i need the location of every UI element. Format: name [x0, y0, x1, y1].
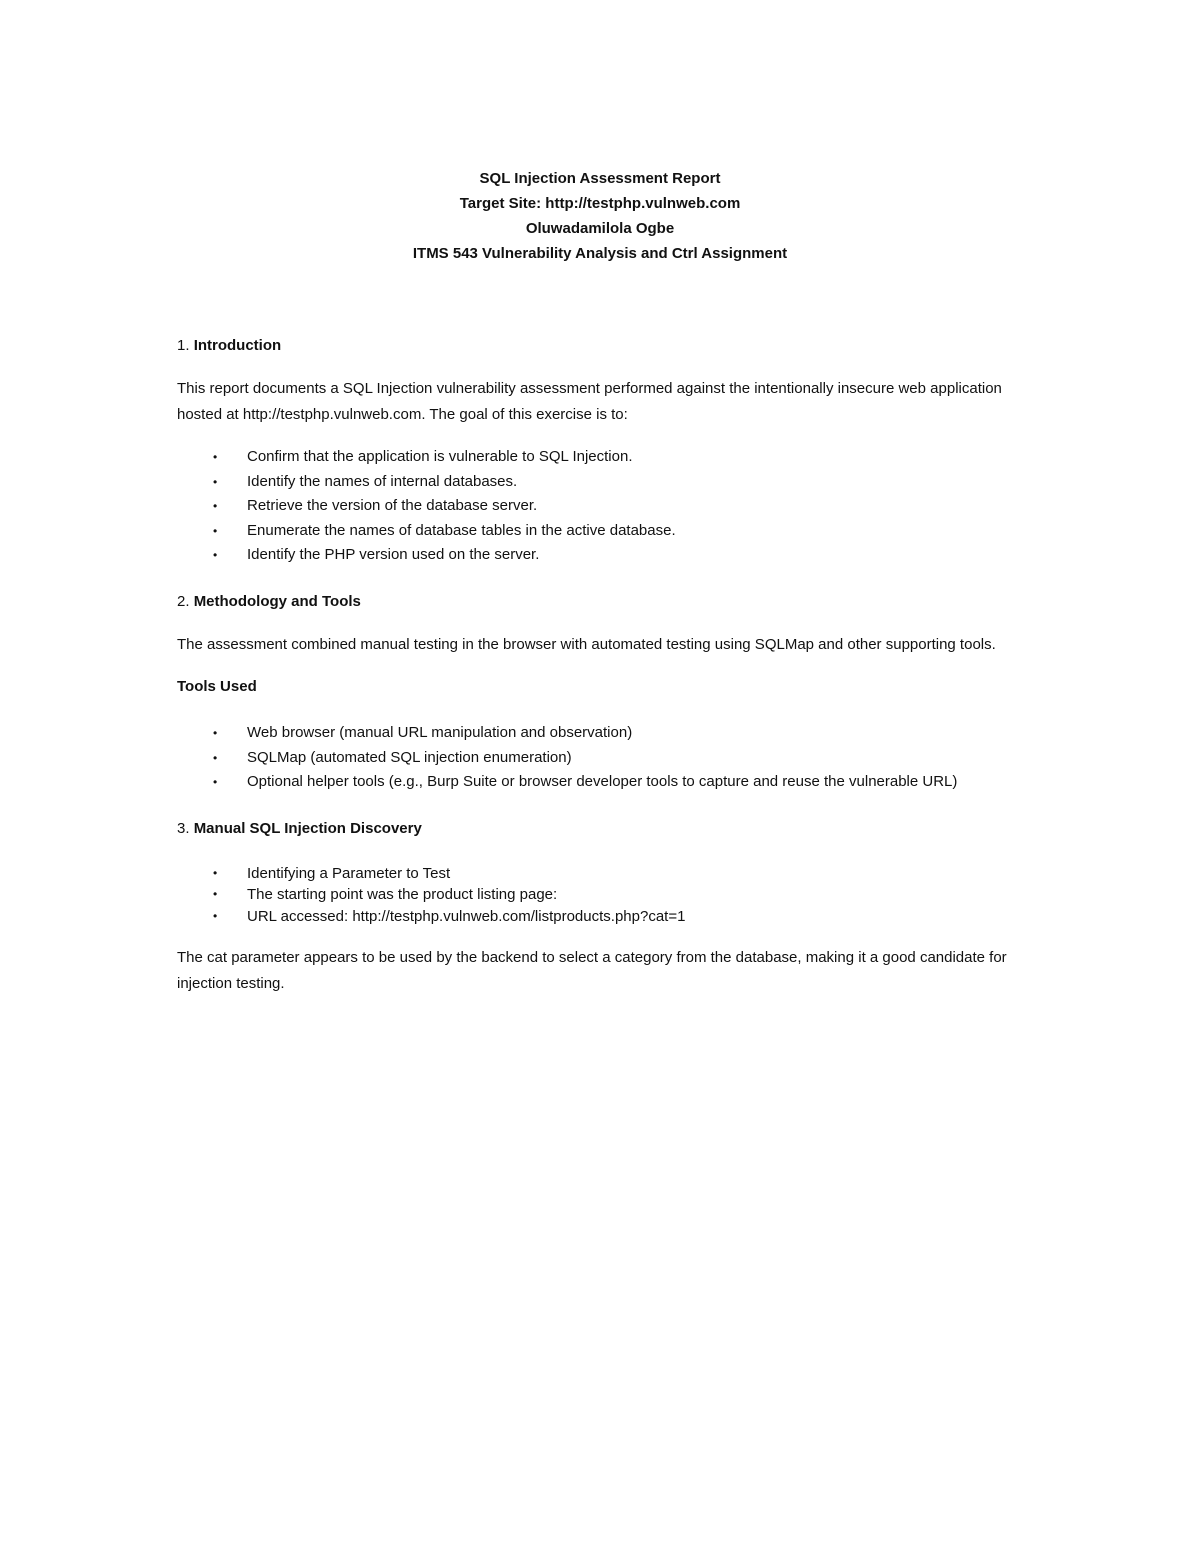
bullet-icon: •	[213, 548, 218, 562]
list-item: • Enumerate the names of database tables in the active database.	[177, 519, 1037, 544]
section-heading-manual-discovery	[177, 817, 1037, 841]
target-site: Target Site: http://testphp.vulnweb.com	[459, 195, 741, 212]
list-item: • The starting point was the product listing page:	[177, 884, 1037, 906]
section-heading-introduction	[177, 334, 1037, 358]
report-header	[0, 166, 1200, 266]
list-item: • Identify the PHP version used on the server.	[177, 543, 1037, 568]
list-item: • Web browser (manual URL manipulation and observation)	[177, 721, 1037, 746]
section-heading-methodology	[177, 590, 1037, 614]
goals-list	[177, 445, 1037, 568]
section-number: 3.	[177, 819, 194, 837]
list-item: • Retrieve the version of the database server.	[177, 494, 1037, 519]
section-title: Methodology and Tools	[193, 592, 361, 610]
report-title: SQL Injection Assessment Report	[479, 170, 721, 187]
list-item: • Identifying a Parameter to Test	[177, 863, 1037, 885]
bullet-icon: •	[213, 726, 218, 740]
list-item: • Optional helper tools (e.g., Burp Suite or browser developer tools to capture and reuse the vulnerable URL)	[177, 770, 1037, 795]
bullet-icon: •	[213, 450, 218, 464]
bullet-icon: •	[213, 523, 218, 538]
intro-paragraph: This report documents a SQL Injection vulnerability assessment performed against the intentionally insecure web application hosted at http://testphp.vulnweb.com. The goal of this exercise is to:	[177, 380, 1002, 423]
tools-list	[177, 721, 1037, 795]
author-name: Oluwadamilola Ogbe	[525, 220, 675, 237]
bullet-icon: •	[213, 775, 218, 789]
list-item: • Identify the names of internal databases.	[177, 470, 1037, 495]
manual-discovery-paragraph: The cat parameter appears to be used by the backend to select a category from the database, making it a good candidate for injection testing.	[177, 949, 1007, 992]
methodology-paragraph: The assessment combined manual testing in the browser with automated testing using SQLMap and other supporting tools.	[177, 635, 996, 653]
bullet-icon: •	[213, 499, 218, 513]
section-number: 1.	[177, 337, 194, 354]
list-item: • URL accessed: http://testphp.vulnweb.com/listproducts.php?cat=1	[177, 906, 1037, 928]
bullet-icon: •	[213, 887, 218, 901]
bullet-icon: •	[213, 474, 218, 489]
section-title: Introduction	[193, 337, 282, 354]
list-item: • SQLMap (automated SQL injection enumeration)	[177, 746, 1037, 771]
course-name: ITMS 543 Vulnerability Analysis and Ctrl Assignment	[412, 245, 788, 262]
tools-used-heading: Tools Used	[177, 678, 257, 695]
section-title: Manual SQL Injection Discovery	[193, 819, 422, 837]
discovery-list	[177, 863, 1037, 928]
list-item: • Confirm that the application is vulnerable to SQL Injection.	[177, 445, 1037, 470]
bullet-icon: •	[213, 750, 218, 765]
bullet-icon: •	[213, 865, 218, 880]
section-number: 2.	[177, 592, 194, 610]
bullet-icon: •	[213, 908, 218, 923]
report-body	[177, 334, 1037, 996]
